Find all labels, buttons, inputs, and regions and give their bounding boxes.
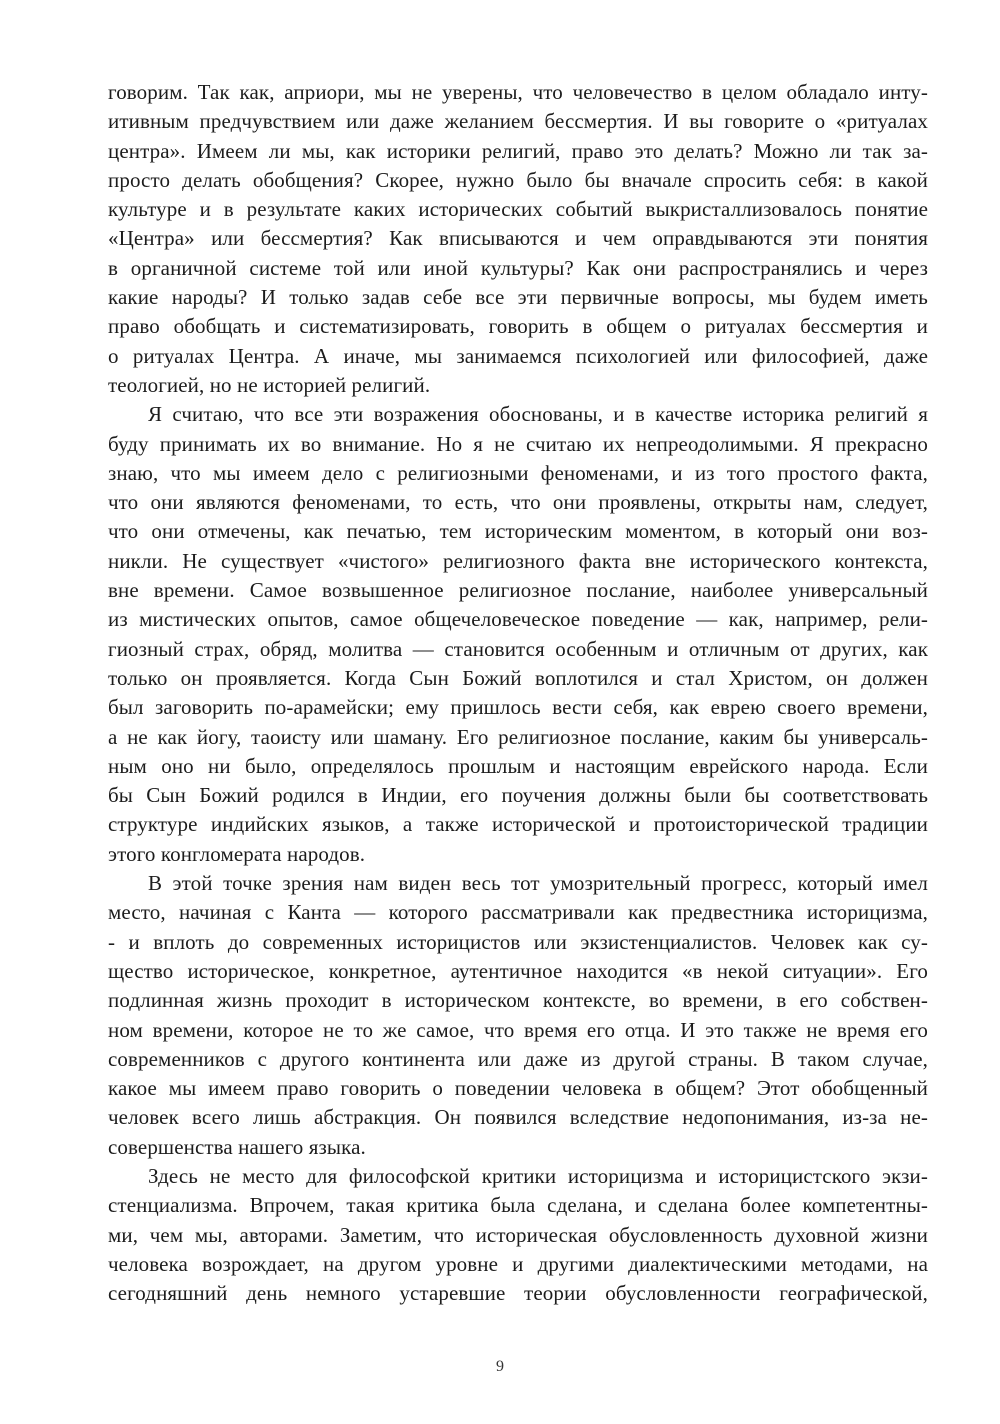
text-line: какие народы? И только задав себе все эти первичные вопросы, мы будем иметь [108,285,928,310]
text-line: место, начиная с Канта — которого рассматривали как предвестника историцизма, [108,900,928,925]
text-line: никли. Не существует «чистого» религиозного факта вне исторического контекста, [108,548,928,573]
paragraph-1 [108,78,928,400]
text-line: гиозный страх, обряд, молитва — становится особенным и отличным от других, как [108,636,928,661]
paragraph-2 [108,400,928,869]
paragraph-4 [108,1162,928,1308]
text-line: буду принимать их во внимание. Но я не считаю их непреодолимыми. Я прекрасно [108,431,928,456]
text-line: знаю, что мы имеем дело с религиозными феноменами, и из того простого факта, [108,460,928,485]
text-line: итивным предчувствием или даже желанием бессмертия. И вы говорите о «ритуалах [108,109,928,134]
text-line: этого конгломерата народов. [108,841,366,866]
text-line: сегодняшний день немного устаревшие теории обусловленности географической, [108,1281,928,1306]
page-number: 9 [496,1358,504,1375]
text-line: теологией, но не историей религий. [108,372,431,397]
text-line: стенциализма. Впрочем, такая критика была сделана, и сделана более компетентны- [108,1193,928,1218]
text-line: структуре индийских языков, а также исторической и протоисторической традиции [108,812,928,837]
text-line: ным оно ни было, определялось прошлым и настоящим еврейского народа. Если [108,753,928,778]
text-line: совершенства нашего языка. [108,1134,366,1159]
text-line: бы Сын Божий родился в Индии, его поучения должны были бы соответствовать [108,783,928,808]
text-line: говорим. Так как, априори, мы не уверены, что человечество в целом обладало инту- [108,80,928,104]
text-line: право обобщать и систематизировать, говорить в общем о ритуалах бессмертия и [108,314,928,339]
body-text [108,78,928,1308]
text-line: ми, чем мы, авторами. Заметим, что историческая обусловленность духовной жизни [108,1222,928,1247]
text-line: - и вплоть до современных историцистов или экзистенциалистов. Человек как су- [108,929,928,954]
text-line: человека возрождает, на другом уровне и другими диалектическими методами, на [108,1251,928,1276]
text-line: подлинная жизнь проходит в историческом контексте, во времени, в его собствен- [108,988,928,1013]
text-line: в органичной системе той или иной культуры? Как они распространялись и через [108,255,928,280]
text-line: о ритуалах Центра. А иначе, мы занимаемся психологией или философией, даже [108,343,928,368]
text-line: что они являются феноменами, то есть, что они проявлены, открыты нам, следует, [108,490,928,515]
text-line: просто делать обобщения? Скорее, нужно было бы вначале спросить себя: в какой [108,167,928,192]
text-line: был заговорить по-арамейски; ему пришлось вести себя, как еврею своего времени, [108,695,928,720]
text-line: из мистических опытов, самое общечеловеческое поведение — как, например, рели- [108,607,928,632]
text-line: ном времени, которое не то же самое, что время его отца. И это также не время его [108,1017,928,1042]
text-line: что они отмечены, как печатью, тем историческим моментом, в который они воз- [108,519,928,544]
text-line: человек всего лишь абстракция. Он появился вследствие недопонимания, из-за не- [108,1105,928,1130]
text-line: культуре и в результате каких исторических событий выкристаллизовалось понятие [108,197,928,222]
text-line: Я считаю, что все эти возражения обоснованы, и в качестве историка религий я [148,402,928,427]
text-line: вне времени. Самое возвышенное религиозное послание, наиболее универсальный [108,578,928,603]
text-line: какое мы имеем право говорить о поведении человека в общем? Этот обобщенный [108,1076,928,1101]
text-line: В этой точке зрения нам виден весь тот умозрительный прогресс, который имел [148,871,928,896]
text-line: только он проявляется. Когда Сын Божий воплотился и стал Христом, он должен [108,665,928,690]
text-line: а не как йогу, таоисту или шаману. Его религиозное послание, каким бы универсаль- [108,724,928,749]
text-line: центра». Имеем ли мы, как историки религий, право это делать? Можно ли так за- [108,138,928,163]
text-line: современников с другого континента или даже из другой страны. В таком случае, [108,1046,928,1071]
text-line: Здесь не место для философской критики историцизма и историцистского экзи- [148,1163,928,1188]
text-line: щество историческое, конкретное, аутентичное находится «в некой ситуации». Его [108,958,928,983]
paragraph-3 [108,869,928,1162]
text-line: «Центра» или бессмертия? Как вписываются и чем оправдываются эти понятия [108,226,928,251]
